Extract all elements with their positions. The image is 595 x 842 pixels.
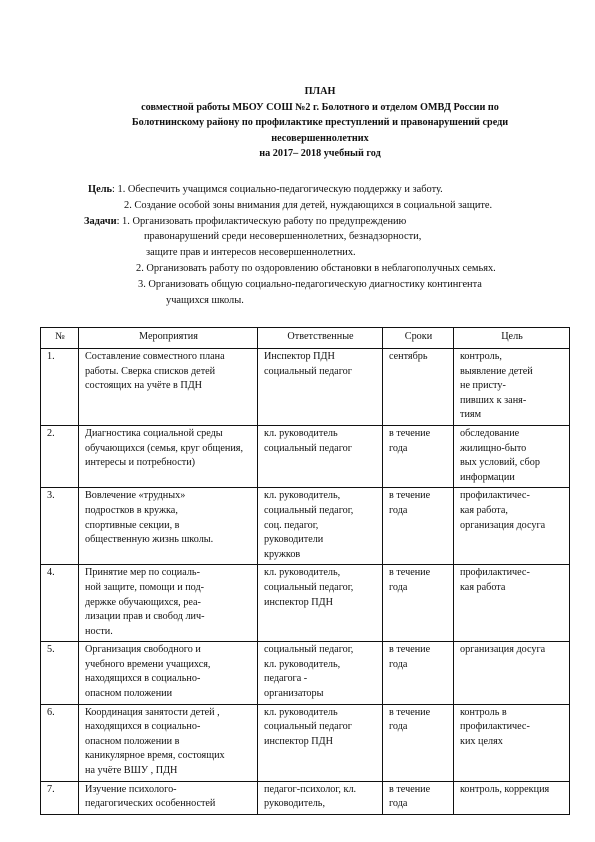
row-term: [383, 565, 454, 642]
title-line-2: совместной работы МБОУ СОШ №2 г. Болотного и отделом ОМВД России по: [141, 101, 499, 113]
row-term: [383, 488, 454, 565]
row-goal-text: обследование жилищно-быто вых условий, сбор информации: [460, 427, 540, 483]
task-3: 3. Организовать общую социально-педагогическую диагностику контингента: [138, 278, 482, 290]
row-event: [79, 642, 258, 704]
row-number: 5.: [41, 642, 79, 704]
row-responsible-text: педагог-психолог, кл. руководитель,: [264, 783, 357, 810]
document-title: [60, 84, 580, 162]
goal-1: [84, 182, 564, 198]
row-event: [79, 781, 258, 814]
row-goal-text: контроль, коррекция: [460, 783, 550, 795]
row-responsible: [258, 425, 383, 487]
table-row: [41, 349, 570, 426]
row-goal: [454, 488, 570, 565]
task-1-line-3: защите прав и интересов несовершеннолетних.: [146, 247, 356, 259]
task-1-text: : 1. Организовать профилактическую работу по предупреждению: [116, 215, 407, 227]
row-term: [383, 349, 454, 426]
row-responsible: [258, 349, 383, 426]
row-term-text: в течение года: [389, 490, 431, 516]
row-responsible-text: Инспектор ПДН социальный педагог: [264, 351, 352, 377]
row-goal-text: контроль в профилактичес- ких целях: [460, 706, 530, 747]
row-event-text: Координация занятости детей , находящихся в социально- опасном положении в каникулярное время, состоящих на учёте ВШУ , ПДН: [85, 706, 225, 777]
title-line-1: ПЛАН: [304, 86, 336, 97]
table-row: [41, 565, 570, 642]
row-responsible: [258, 704, 383, 781]
row-responsible-text: кл. руководитель, социальный педагог, соц. педагог, руководители кружков: [264, 490, 354, 560]
title-line-3: Болотнинскому району по профилактике преступлений и правонарушений среди: [131, 117, 509, 128]
row-event: [79, 704, 258, 781]
row-term-text: в течение года: [389, 427, 431, 454]
row-goal: [454, 781, 570, 814]
task-1-line-2: правонарушений среди несовершеннолетних, безнадзорности,: [144, 231, 422, 243]
table-row: [41, 488, 570, 565]
goal-1-text: : 1. Обеспечить учащимся социально-педагогическую поддержку и заботу.: [112, 184, 443, 195]
row-event: [79, 425, 258, 487]
row-event: [79, 565, 258, 642]
row-term: [383, 425, 454, 487]
header-event: Мероприятия: [79, 328, 258, 349]
row-goal-text: профилактичес- кая работа: [460, 567, 530, 593]
header-goal: Цель: [454, 328, 570, 349]
row-event-text: Изучение психолого- педагогических особенностей: [85, 783, 216, 810]
row-number: 7.: [41, 781, 79, 814]
row-goal: [454, 565, 570, 642]
row-term: [383, 642, 454, 704]
table-row: [41, 642, 570, 704]
row-responsible: [258, 488, 383, 565]
row-term-text: в течение года: [389, 644, 431, 670]
table-header-row: [41, 328, 570, 349]
row-number: 1.: [41, 349, 79, 426]
row-event: [79, 349, 258, 426]
title-line-4: несовершеннолетних: [271, 132, 369, 144]
row-responsible-text: социальный педагог, кл. руководитель, педагога - организаторы: [264, 644, 354, 700]
row-responsible-text: кл. руководитель социальный педагог инспектор ПДН: [264, 706, 352, 747]
row-goal: [454, 642, 570, 704]
row-number: 4.: [41, 565, 79, 642]
row-term-text: в течение года: [389, 567, 431, 593]
header-term: Сроки: [383, 328, 454, 349]
header-responsible: Ответственные: [258, 328, 383, 349]
table-row: [41, 704, 570, 781]
task-1: [84, 214, 564, 230]
row-responsible: [258, 781, 383, 814]
row-event-text: Составление совместного плана работы. Сверка списков детей состоящих на учёте в ПДН: [85, 351, 225, 392]
row-term: [383, 781, 454, 814]
row-event-text: Вовлечение «трудных» подростков в кружка, спортивные секции, в общественную жизнь школы.: [85, 490, 214, 546]
row-term-text: сентябрь: [389, 351, 428, 362]
task-3-line-2: учащихся школы.: [166, 294, 244, 306]
row-event: [79, 488, 258, 565]
row-goal: [454, 349, 570, 426]
row-responsible-text: кл. руководитель социальный педагог: [264, 427, 352, 454]
title-line-5: на 2017– 2018 учебный год: [259, 148, 381, 159]
table-row: [41, 781, 570, 814]
row-term-text: в течение года: [389, 783, 431, 810]
header-number: №: [41, 328, 79, 349]
row-responsible-text: кл. руководитель, социальный педагог, инспектор ПДН: [264, 567, 354, 608]
row-goal-text: контроль, выявление детей не присту- пивших к заня- тиям: [460, 351, 533, 421]
row-number: 2.: [41, 425, 79, 487]
row-number: 6.: [41, 704, 79, 781]
row-event-text: Организация свободного и учебного времени учащихся, находящихся в социально- опасном положении: [85, 644, 211, 700]
row-goal-text: организация досуга: [460, 644, 546, 656]
row-event-text: Диагностика социальной среды обучающихся (семья, круг общения, интересы и потребности): [85, 427, 244, 469]
row-goal-text: профилактичес- кая работа, организация досуга: [460, 490, 546, 531]
task-2: 2. Организовать работу по оздоровлению обстановки в неблагополучных семьях.: [136, 262, 496, 274]
table-row: [41, 425, 570, 487]
goal-2: 2. Создание особой зоны внимания для детей, нуждающихся в социальной защите.: [124, 199, 493, 211]
row-term: [383, 704, 454, 781]
row-number: 3.: [41, 488, 79, 565]
row-responsible: [258, 642, 383, 704]
row-term-text: в течение года: [389, 706, 431, 733]
row-goal: [454, 425, 570, 487]
goals-section: [84, 182, 564, 308]
row-goal: [454, 704, 570, 781]
plan-table: [40, 327, 570, 815]
row-responsible: [258, 565, 383, 642]
tasks-label: Задачи: [84, 215, 117, 227]
row-event-text: Принятие мер по социаль- ной защите, помощи и под- держке обучающихся, реа- лизации прав и свобод лич- ности.: [85, 567, 205, 637]
goal-label: Цель: [88, 184, 113, 195]
